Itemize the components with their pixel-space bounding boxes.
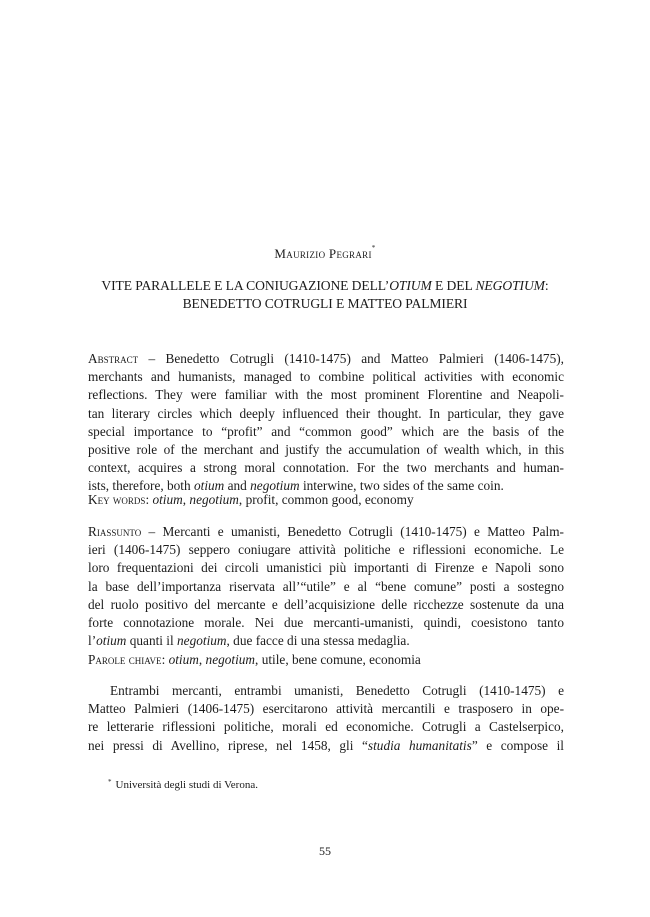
- title-line-2: BENEDETTO COTRUGLI E MATTEO PALMIERI: [182, 296, 468, 311]
- riassunto-line: la base dell’importanza riservata all’“utile” e al “bene comune” posti a sostegno: [88, 578, 564, 594]
- keywords-paragraph: [88, 491, 564, 509]
- footnote: [108, 779, 258, 791]
- title-italic-otium: OTIUM: [389, 278, 432, 293]
- riassunto-line: ieri (1406-1475) seppero coniugare attività politiche e riflessioni economiche. Le: [88, 542, 564, 558]
- riassunto-italic: otium: [96, 633, 127, 649]
- riassunto-label: Riassunto: [88, 524, 142, 539]
- keyword-italic: otium: [152, 492, 183, 507]
- riassunto-text: , due facce di una stessa medaglia.: [226, 633, 410, 649]
- body-italic: studia humanitatis: [367, 737, 472, 753]
- abstract-line: merchants and humanists, managed to combine political activities with economic: [88, 369, 564, 385]
- abstract-text: ists, therefore, both: [88, 478, 194, 494]
- parole-chiave-paragraph: [88, 651, 564, 669]
- body-text: ” e compose il: [471, 737, 564, 753]
- article-title: [70, 277, 580, 313]
- riassunto-line: [88, 523, 564, 541]
- body-line: [88, 737, 564, 755]
- parole-chiave-label: Parole chiave: [88, 652, 162, 667]
- page-number: 55: [319, 844, 331, 858]
- body-line: Entrambi mercanti, entrambi umanisti, Benedetto Cotrugli (1410-1475) e: [110, 683, 564, 698]
- abstract-italic: otium: [193, 478, 225, 494]
- abstract-line: [88, 350, 564, 368]
- keywords-text: , profit, common good, economy: [238, 492, 414, 507]
- parola-chiave-italic: otium: [168, 652, 199, 667]
- parola-chiave-italic: negotium: [205, 652, 256, 667]
- parole-chiave-text: , utile, bene comune, economia: [255, 652, 421, 667]
- body-text: nei pressi di Avellino, riprese, nel 1458, gli “: [88, 737, 368, 753]
- keywords-line: [88, 491, 564, 509]
- title-part: E DEL: [431, 278, 476, 293]
- riassunto-italic: negotium: [177, 633, 227, 649]
- title-part: :: [544, 278, 549, 293]
- riassunto-text: quanti il: [126, 633, 178, 649]
- body-line: re letterarie riflessioni politiche, morali ed economiche. Cotrugli a Castelserpico,: [88, 719, 564, 735]
- author-name: [0, 246, 650, 262]
- keyword-italic: negotium: [189, 492, 239, 507]
- abstract-line: context, acquires a strong moral connotation. For the two merchants and human-: [88, 460, 564, 476]
- riassunto-line: [88, 632, 564, 650]
- parole-chiave-text: :: [161, 652, 169, 667]
- keywords-text: ,: [182, 492, 190, 507]
- riassunto-text: – Mercanti e umanisti, Benedetto Cotrugli (1410-1475) e Matteo Palm-: [141, 524, 564, 539]
- footnote-mark: *: [108, 778, 112, 786]
- abstract-label: Abstract: [88, 351, 139, 366]
- parole-chiave-line: [88, 651, 564, 669]
- riassunto-line: loro frequentazioni dei circoli umanistici più importanti di Firenze e Napoli sono: [88, 560, 564, 576]
- abstract-italic: negotium: [250, 478, 300, 494]
- riassunto-line: forte connotazione morale. Nei due mercanti-umanisti, quindi, coesistono tanto: [88, 614, 564, 630]
- author-footnote-mark: *: [371, 244, 376, 252]
- abstract-line: reflections. They were familiar with the most prominent Florentine and Neapoli-: [88, 387, 564, 403]
- keywords-label: Key words: [88, 492, 146, 507]
- abstract-text: interwine, two sides of the same coin.: [299, 478, 504, 494]
- parole-chiave-text: ,: [198, 652, 206, 667]
- abstract-line: positive role of the merchant and justify the accumulation of wealth which, in this: [88, 441, 564, 457]
- title-italic-negotium: NEGOTIUM: [475, 278, 545, 293]
- riassunto-text: l’: [88, 633, 97, 649]
- abstract-line: tan literary circles which deeply influenced their thought. In particular, they gave: [88, 405, 564, 421]
- body-line: Matteo Palmieri (1406-1475) esercitarono attività mercantili e trasposero in ope-: [88, 701, 564, 717]
- abstract-paragraph: [88, 350, 564, 496]
- riassunto-paragraph: [88, 523, 564, 650]
- author-name-text: Maurizio Pegrari: [274, 246, 372, 261]
- keywords-text: :: [145, 492, 153, 507]
- abstract-line: special importance to “profit” and “common good” which are the basis of the: [88, 423, 564, 439]
- riassunto-line: del ruolo positivo del mercante e dell’acquisizione delle ricchezze sostenute da una: [88, 596, 564, 612]
- abstract-text: and: [224, 478, 251, 494]
- title-line-1: [70, 277, 580, 295]
- body-paragraph: [88, 682, 564, 755]
- footnote-text: Università degli studi di Verona.: [115, 779, 258, 791]
- abstract-text: – Benedetto Cotrugli (1410-1475) and Matteo Palmieri (1406-1475),: [138, 351, 564, 366]
- title-part: VITE PARALLELE E LA CONIUGAZIONE DELL’: [101, 278, 390, 293]
